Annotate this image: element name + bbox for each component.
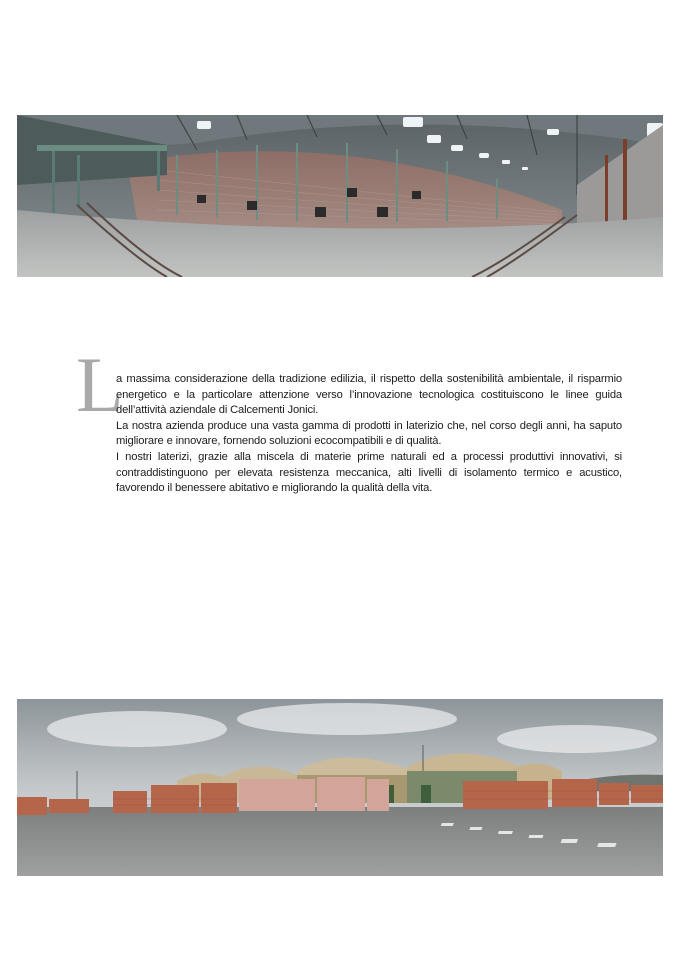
article-body [116, 372, 622, 497]
paragraph-products: La nostra azienda produce una vasta gamma di prodotti in laterizio che, nel corso degli anni, ha saputo migliorare e innovare, fornendo soluzioni ecocompatibili e di qualità. [116, 419, 622, 448]
paragraph-bricks: I nostri laterizi, grazie alla miscela di materie prime naturali ed a processi produttivi innovativi, si contraddistinguono per elevata resistenza meccanica, alti livelli di isolamento termico e acustico, favorendo il benessere abitativo e migliorando la qualità della vita. [116, 450, 622, 495]
factory-interior-photo [17, 115, 663, 277]
drop-cap-letter: L [76, 341, 124, 428]
brick-yard-photo [17, 699, 663, 876]
paragraph-intro: a massima considerazione della tradizione edilizia, il rispetto della sostenibilità ambientale, il risparmio energetico e la particolare attenzione verso l’innovazione tecnologica costituiscono le linee guida dell’attività aziendale di Calcementi Jonici. [116, 373, 622, 417]
